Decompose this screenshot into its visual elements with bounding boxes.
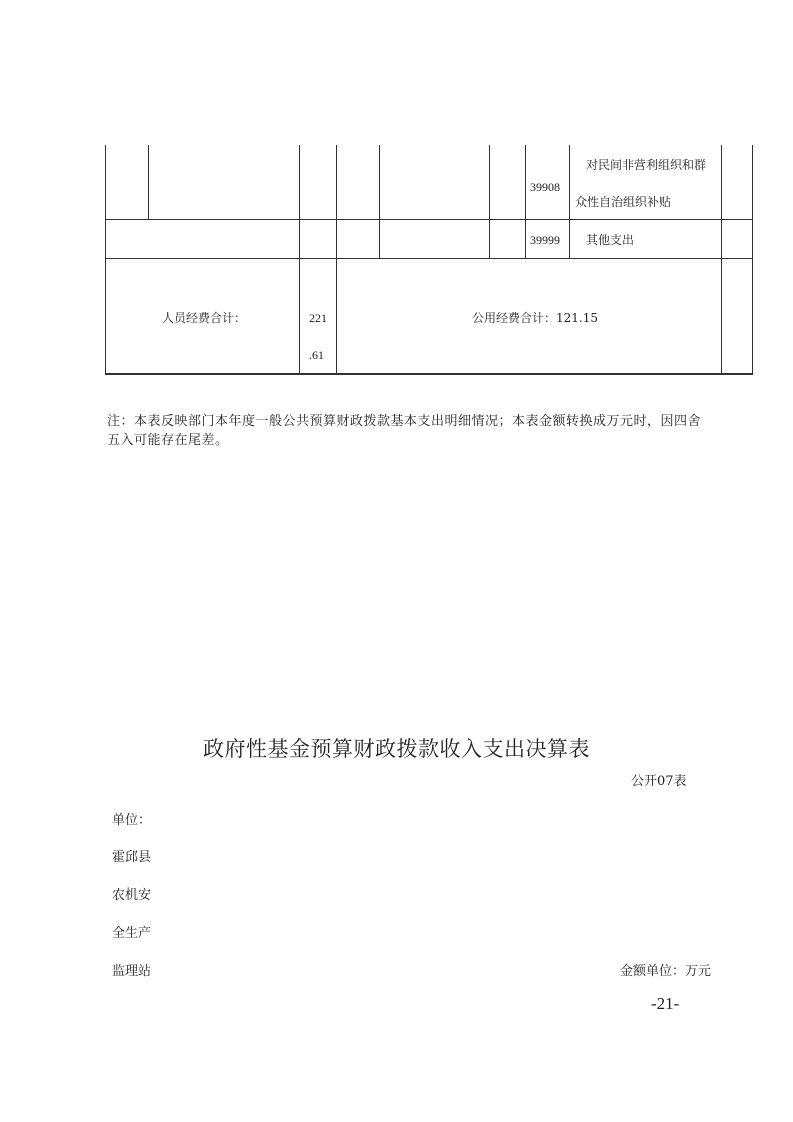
item-code: 39999 [530,233,560,247]
personnel-total-label: 人员经费合计： [162,311,247,325]
table-left-border [105,145,106,375]
col-divider [299,145,300,374]
page-title: 政府性基金预算财政拨款收入支出决算表 [203,737,590,761]
row-divider [105,219,753,220]
personnel-total-value: 221 [309,311,327,325]
page-number: -21- [651,994,680,1013]
col-divider [569,145,570,259]
public-total: 公用经费合计：121.15 [472,311,598,325]
col-divider [489,145,490,259]
table-bottom-border [105,373,753,375]
item-name: 其他支出 [586,233,635,247]
col-divider [525,145,526,259]
unit-name-line: 农机安 [112,888,152,903]
item-code: 39908 [530,180,560,194]
amount-unit: 金额单位：万元 [620,964,712,979]
row-divider [105,258,753,259]
unit-name-line: 全生产 [112,926,152,941]
table-code: 公开07表 [631,774,687,789]
table-note: 注：本表反映部门本年度一般公共预算财政拨款基本支出明细情况；本表金额转换成万元时，因四舍五入可能存在尾差。 [107,414,702,448]
item-name: 众性自治组织补贴 [575,195,672,209]
personnel-total-value: .61 [309,348,324,362]
col-divider [721,145,722,374]
unit-name-line: 霍邱县 [112,850,152,865]
table-right-border [752,145,753,375]
unit-name-line: 监理站 [112,964,152,979]
unit-label: 单位： [112,813,152,828]
item-name: 对民间非营利组织和群 [586,158,707,172]
col-divider [148,145,149,219]
col-divider [379,145,380,259]
col-divider [336,145,337,374]
